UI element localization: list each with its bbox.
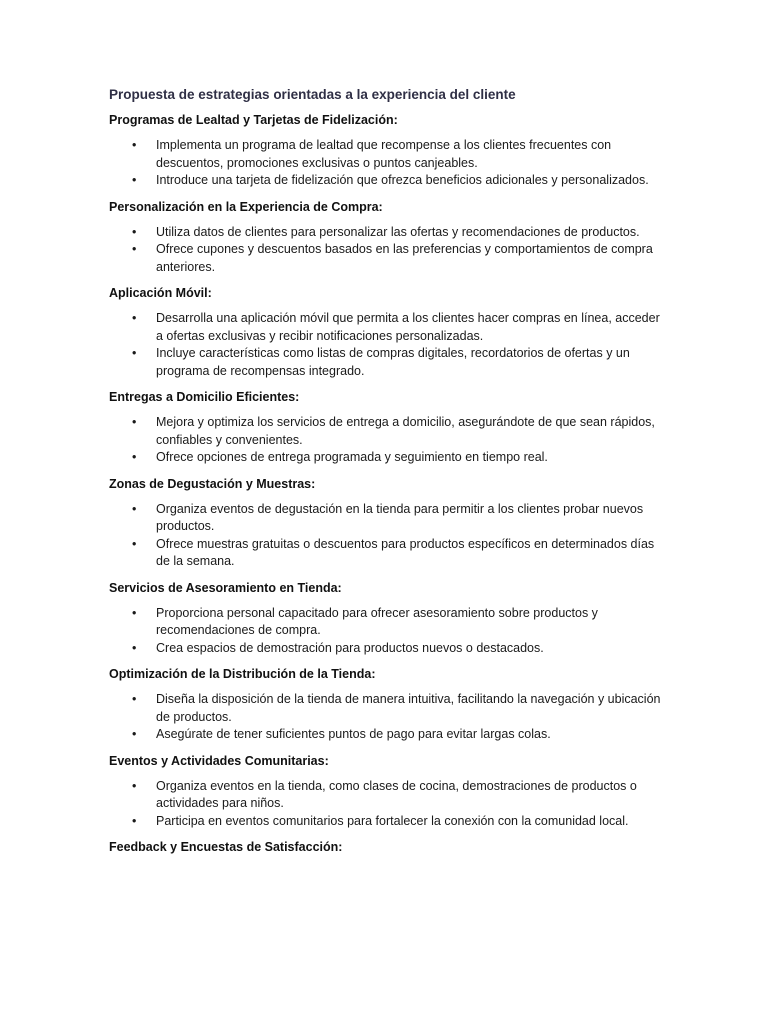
bullet-icon: • bbox=[132, 415, 137, 429]
section bbox=[109, 666, 669, 744]
list-item bbox=[109, 536, 669, 571]
section-heading: Feedback y Encuestas de Satisfacción: bbox=[109, 840, 343, 854]
bullet-icon: • bbox=[132, 450, 137, 464]
bullet-icon: • bbox=[132, 346, 137, 360]
bullet-icon: • bbox=[132, 311, 137, 325]
list-item-text: Asegúrate de tener suficientes puntos de pago para evitar largas colas. bbox=[156, 727, 551, 741]
section-heading: Zonas de Degustación y Muestras: bbox=[109, 476, 316, 491]
list-item-text: Desarrolla una aplicación móvil que permita a los clientes hacer compras en línea, acceder a ofertas exclusivas y recibir notificaciones personalizadas. bbox=[156, 311, 660, 343]
section bbox=[109, 580, 669, 658]
bullet-list bbox=[109, 778, 669, 831]
section bbox=[109, 476, 669, 571]
list-item-text: Utiliza datos de clientes para personalizar las ofertas y recomendaciones de productos. bbox=[156, 224, 640, 239]
bullet-icon: • bbox=[132, 640, 137, 655]
list-item bbox=[109, 691, 669, 726]
list-item-text: Implementa un programa de lealtad que recompense a los clientes frecuentes con descuentos, promociones exclusivas o puntos canjeables. bbox=[156, 138, 612, 170]
bullet-list bbox=[109, 137, 669, 190]
list-item-text: Participa en eventos comunitarios para fortalecer la conexión con la comunidad local. bbox=[156, 813, 629, 828]
list-item bbox=[109, 605, 669, 640]
sections-container bbox=[109, 112, 669, 856]
section-heading: Servicios de Asesoramiento en Tienda: bbox=[109, 580, 342, 595]
section-heading: Eventos y Actividades Comunitarias: bbox=[109, 753, 329, 768]
list-item bbox=[109, 345, 669, 380]
bullet-icon: • bbox=[132, 224, 137, 239]
document-title: Propuesta de estrategias orientadas a la experiencia del cliente bbox=[109, 87, 516, 102]
bullet-list bbox=[109, 605, 669, 658]
list-item-text: Ofrece cupones y descuentos basados en las preferencias y comportamientos de compra anteriores. bbox=[156, 242, 653, 274]
section bbox=[109, 285, 669, 380]
bullet-icon: • bbox=[132, 242, 137, 256]
bullet-list bbox=[109, 310, 669, 380]
list-item bbox=[109, 414, 669, 449]
list-item-text: Ofrece opciones de entrega programada y seguimiento en tiempo real. bbox=[156, 450, 548, 464]
bullet-list bbox=[109, 501, 669, 571]
list-item bbox=[109, 241, 669, 276]
list-item-text: Organiza eventos en la tienda, como clases de cocina, demostraciones de productos o actividades para niños. bbox=[156, 778, 637, 810]
list-item bbox=[109, 726, 669, 744]
section bbox=[109, 839, 669, 856]
document-page bbox=[109, 86, 669, 864]
section-heading: Aplicación Móvil: bbox=[109, 286, 212, 300]
list-item bbox=[109, 310, 669, 345]
bullet-icon: • bbox=[132, 501, 137, 516]
list-item bbox=[109, 224, 669, 242]
list-item bbox=[109, 778, 669, 813]
list-item-text: Ofrece muestras gratuitas o descuentos para productos específicos en determinados días de la semana. bbox=[156, 536, 655, 568]
bullet-list bbox=[109, 414, 669, 467]
list-item bbox=[109, 137, 669, 172]
list-item bbox=[109, 449, 669, 467]
bullet-list bbox=[109, 691, 669, 744]
bullet-icon: • bbox=[132, 173, 137, 187]
bullet-icon: • bbox=[132, 605, 137, 620]
bullet-list bbox=[109, 224, 669, 277]
bullet-icon: • bbox=[132, 813, 137, 828]
bullet-icon: • bbox=[132, 727, 137, 741]
list-item-text: Incluye características como listas de compras digitales, recordatorios de ofertas y un programa de recompensas integrado. bbox=[156, 346, 630, 378]
list-item-text: Introduce una tarjeta de fidelización que ofrezca beneficios adicionales y personalizados. bbox=[156, 173, 649, 187]
section-heading: Optimización de la Distribución de la Tienda: bbox=[109, 667, 376, 681]
section-heading: Programas de Lealtad y Tarjetas de Fidelización: bbox=[109, 113, 398, 127]
list-item bbox=[109, 640, 669, 658]
section bbox=[109, 753, 669, 831]
section bbox=[109, 389, 669, 467]
list-item bbox=[109, 813, 669, 831]
bullet-icon: • bbox=[132, 692, 137, 706]
section-heading: Personalización en la Experiencia de Compra: bbox=[109, 199, 383, 214]
bullet-icon: • bbox=[132, 138, 137, 152]
section bbox=[109, 199, 669, 277]
list-item bbox=[109, 172, 669, 190]
list-item bbox=[109, 501, 669, 536]
bullet-icon: • bbox=[132, 778, 137, 793]
list-item-text: Mejora y optimiza los servicios de entrega a domicilio, asegurándote de que sean rápidos, confiables y convenientes. bbox=[156, 415, 655, 447]
list-item-text: Crea espacios de demostración para productos nuevos o destacados. bbox=[156, 640, 544, 655]
section bbox=[109, 112, 669, 190]
list-item-text: Organiza eventos de degustación en la tienda para permitir a los clientes probar nuevos productos. bbox=[156, 501, 644, 533]
list-item-text: Proporciona personal capacitado para ofrecer asesoramiento sobre productos y recomendaciones de compra. bbox=[156, 605, 598, 637]
list-item-text: Diseña la disposición de la tienda de manera intuitiva, facilitando la navegación y ubicación de productos. bbox=[156, 692, 661, 724]
section-heading: Entregas a Domicilio Eficientes: bbox=[109, 390, 300, 404]
bullet-icon: • bbox=[132, 536, 137, 551]
